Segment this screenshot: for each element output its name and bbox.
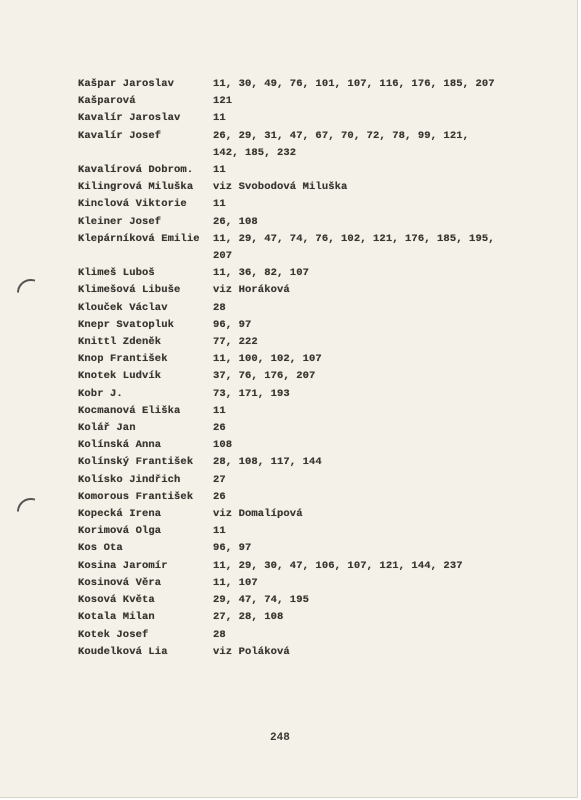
entry-pages: 37, 76, 176, 207 bbox=[213, 370, 316, 383]
entry-pages: 28 bbox=[213, 628, 226, 641]
entry-name: Kolínská Anna bbox=[78, 439, 162, 452]
entry-name: Kobr J. bbox=[78, 387, 123, 400]
entry-name: Kilingrová Miluška bbox=[78, 181, 194, 194]
entry-name: Kolář Jan bbox=[78, 422, 136, 435]
index-entry bbox=[78, 76, 498, 93]
index-entry bbox=[78, 179, 498, 196]
entry-name: Kos Ota bbox=[78, 542, 123, 555]
entry-pages: 26 bbox=[213, 422, 226, 435]
entry-name: Komorous František bbox=[78, 490, 194, 503]
index-entry bbox=[78, 592, 498, 609]
index-entry bbox=[78, 300, 498, 317]
entry-name: Knop František bbox=[78, 353, 168, 366]
entry-name: Kotek Josef bbox=[78, 628, 149, 641]
index-entry bbox=[78, 472, 498, 489]
entry-pages: viz Poláková bbox=[213, 645, 290, 658]
entry-pages: 27, 28, 108 bbox=[213, 611, 284, 624]
entry-name: Kosina Jaromír bbox=[78, 559, 168, 572]
entry-pages: 11, 100, 102, 107 bbox=[213, 353, 322, 366]
entry-pages: 27 bbox=[213, 473, 226, 486]
index-entry bbox=[78, 420, 498, 437]
index-entry bbox=[78, 351, 498, 368]
entry-name: Kosinová Věra bbox=[78, 576, 162, 589]
page-number: 248 bbox=[270, 732, 290, 744]
index-entry bbox=[78, 162, 498, 179]
entry-pages: 11, 107 bbox=[213, 576, 258, 589]
punch-hole-mark bbox=[17, 496, 36, 515]
entry-pages: viz Horáková bbox=[213, 284, 290, 297]
index-entry bbox=[78, 437, 498, 454]
entry-pages: 29, 47, 74, 195 bbox=[213, 594, 310, 607]
entry-pages: 11 bbox=[213, 404, 226, 417]
entry-pages: 11, 29, 30, 47, 106, 107, 121, 144, 237 bbox=[213, 559, 463, 572]
index-entry bbox=[78, 644, 498, 661]
index-entry bbox=[78, 110, 498, 127]
punch-hole-mark bbox=[17, 277, 36, 296]
entry-name: Knepr Svatopluk bbox=[78, 318, 175, 331]
index-entry bbox=[78, 489, 498, 506]
entry-name: Klimeš Luboš bbox=[78, 267, 155, 280]
entry-pages: viz Domalípová bbox=[213, 508, 303, 521]
index-entry bbox=[78, 282, 498, 299]
index-entry bbox=[78, 523, 498, 540]
entry-name: Kavalír Josef bbox=[78, 129, 162, 142]
entry-pages: 108 bbox=[213, 439, 233, 452]
index-entry bbox=[78, 454, 498, 471]
index-entry bbox=[78, 368, 498, 385]
index-entry bbox=[78, 609, 498, 626]
entry-name: Kopecká Irena bbox=[78, 508, 162, 521]
entry-pages: 77, 222 bbox=[213, 336, 258, 349]
entry-name: Klepárníková Emilie bbox=[78, 232, 200, 245]
entry-name: Kavalírová Dobrom. bbox=[78, 164, 194, 177]
index-entry bbox=[78, 403, 498, 420]
index-entry bbox=[78, 214, 498, 231]
entry-pages: 11, 30, 49, 76, 101, 107, 116, 176, 185, 207 bbox=[213, 78, 495, 90]
index-entry bbox=[78, 540, 498, 557]
entry-name: Kolísko Jindřich bbox=[78, 473, 181, 486]
entry-pages: 73, 171, 193 bbox=[213, 387, 290, 400]
entry-pages: 11 bbox=[213, 164, 226, 177]
index-entry bbox=[78, 93, 498, 110]
entry-pages: 28 bbox=[213, 301, 226, 314]
entry-pages: 28, 108, 117, 144 bbox=[213, 456, 322, 469]
index-entry bbox=[78, 231, 498, 265]
entry-name: Kinclová Viktorie bbox=[78, 198, 187, 211]
index-entry bbox=[78, 265, 498, 282]
entry-pages: 11 bbox=[213, 112, 226, 125]
entry-name: Kocmanová Eliška bbox=[78, 404, 181, 417]
index-entry bbox=[78, 196, 498, 213]
entry-name: Koudelková Lia bbox=[78, 645, 168, 658]
entry-pages: 96, 97 bbox=[213, 318, 252, 331]
entry-name: Kosová Květa bbox=[78, 594, 155, 607]
index-entry bbox=[78, 558, 498, 575]
index-entry bbox=[78, 506, 498, 523]
entry-name: Kotala Milan bbox=[78, 611, 155, 624]
entry-name: Kolínský František bbox=[78, 456, 194, 469]
entry-name: Knittl Zdeněk bbox=[78, 336, 162, 349]
entry-pages: 11, 29, 47, 74, 76, 102, 121, 176, 185, 195, 207 bbox=[213, 232, 495, 263]
name-index-list bbox=[78, 76, 498, 661]
entry-pages: viz Svobodová Miluška bbox=[213, 181, 348, 194]
entry-name: Kavalír Jaroslav bbox=[78, 112, 181, 125]
index-entry bbox=[78, 575, 498, 592]
index-entry bbox=[78, 627, 498, 644]
entry-name: Kašpar Jaroslav bbox=[78, 78, 175, 90]
entry-pages: 26, 108 bbox=[213, 215, 258, 228]
entry-name: Klouček Václav bbox=[78, 301, 168, 314]
index-entry bbox=[78, 317, 498, 334]
index-entry bbox=[78, 386, 498, 403]
entry-name: Klimešová Libuše bbox=[78, 284, 181, 297]
entry-name: Knotek Ludvík bbox=[78, 370, 162, 383]
index-entry bbox=[78, 334, 498, 351]
entry-pages: 11 bbox=[213, 525, 226, 538]
entry-name: Kleiner Josef bbox=[78, 215, 162, 228]
entry-pages: 96, 97 bbox=[213, 542, 252, 555]
entry-pages: 11, 36, 82, 107 bbox=[213, 267, 310, 280]
entry-pages: 11 bbox=[213, 198, 226, 211]
entry-pages: 26, 29, 31, 47, 67, 70, 72, 78, 99, 121, 142, 185, 232 bbox=[213, 129, 470, 159]
entry-pages: 26 bbox=[213, 490, 226, 503]
entry-name: Korimová Olga bbox=[78, 525, 162, 538]
index-entry bbox=[78, 128, 498, 162]
entry-pages: 121 bbox=[213, 95, 233, 108]
entry-name: Kašparová bbox=[78, 95, 136, 108]
